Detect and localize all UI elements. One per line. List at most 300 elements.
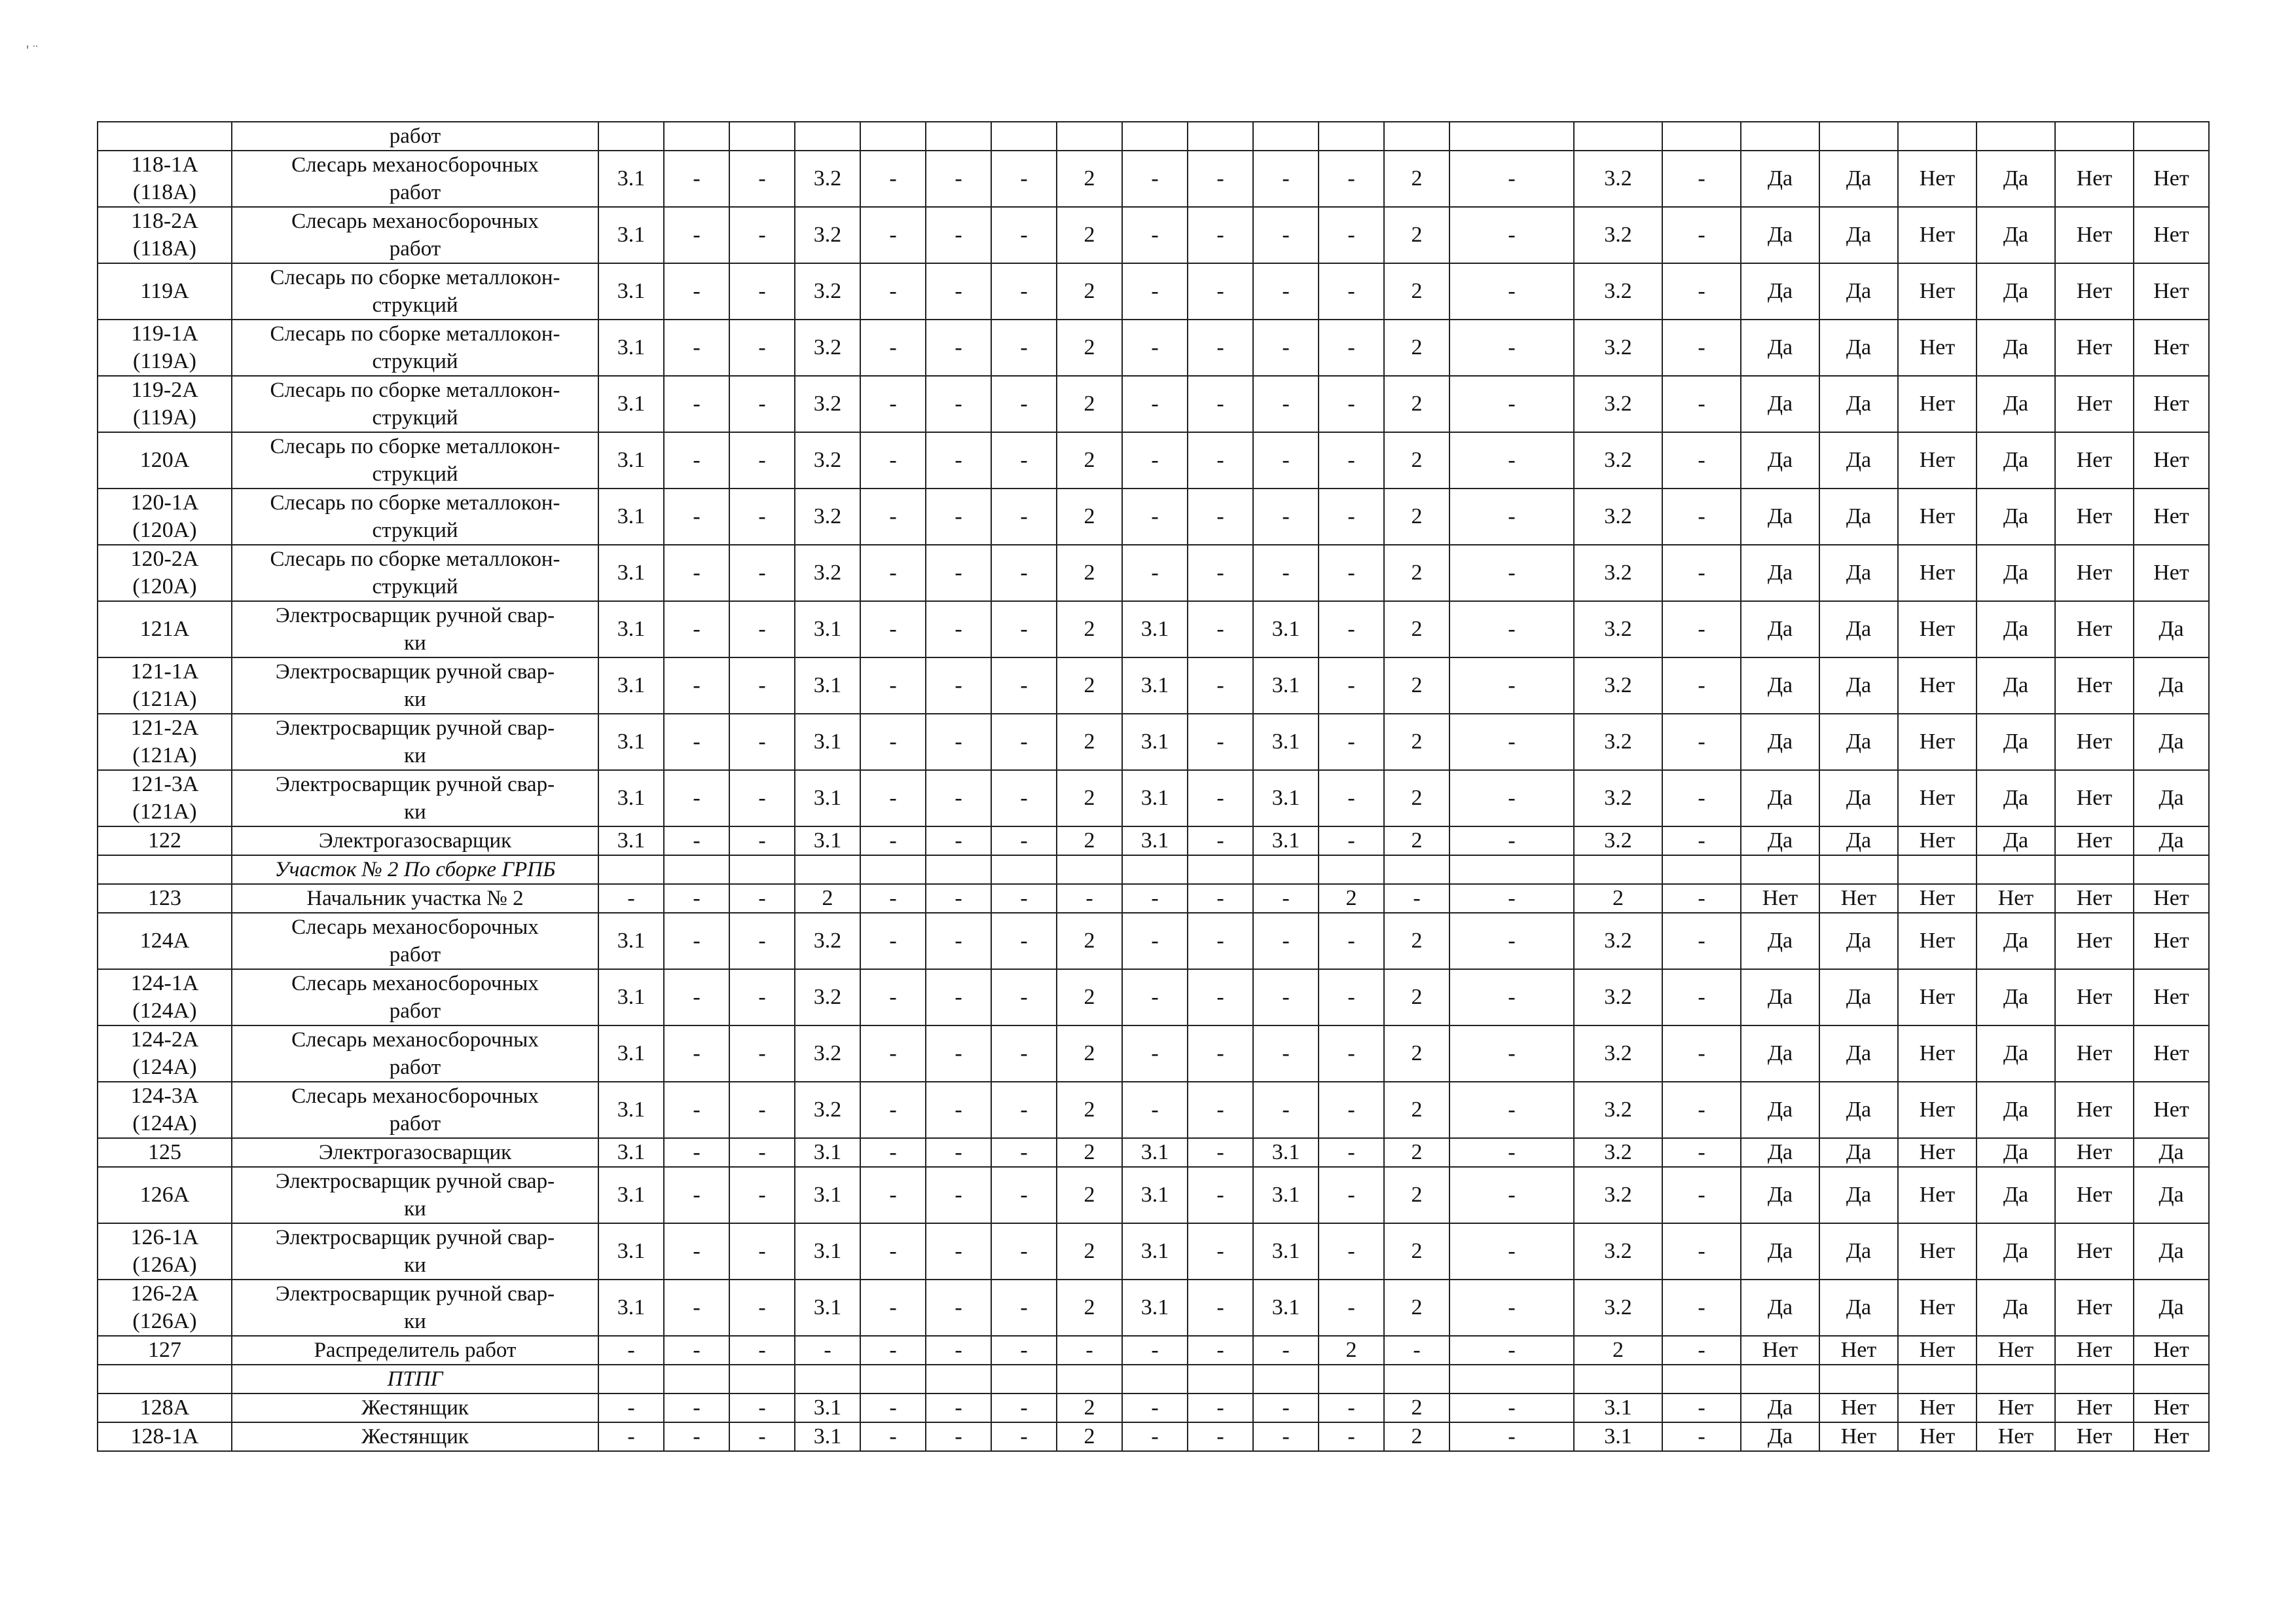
value-cell: -: [860, 1167, 926, 1223]
value-cell: Нет: [2134, 432, 2209, 489]
value-cell: -: [926, 207, 991, 263]
value-cell: -: [729, 1422, 795, 1451]
value-cell: 3.2: [795, 913, 860, 969]
row-code-line: 126-2А: [130, 1282, 199, 1306]
value-cell: -: [664, 151, 729, 207]
value-cell: -: [1188, 1280, 1253, 1336]
value-cell: Нет: [2134, 545, 2209, 601]
value-cell: -: [1662, 207, 1741, 263]
value-cell: [1662, 855, 1741, 884]
value-cell: 3.1: [598, 770, 664, 826]
value-cell: -: [1449, 1082, 1574, 1138]
value-cell: 3.1: [795, 1393, 860, 1422]
value-cell: -: [1319, 969, 1384, 1025]
job-title-line: ки: [404, 688, 426, 711]
value-cell: Да: [1977, 207, 2055, 263]
value-cell: -: [991, 545, 1057, 601]
row-code: [98, 263, 232, 320]
value-cell: Да: [1819, 1025, 1898, 1082]
value-cell: 3.1: [1122, 601, 1188, 657]
value-cell: -: [1449, 1336, 1574, 1365]
value-cell: Нет: [2055, 1422, 2134, 1451]
value-cell: -: [1662, 884, 1741, 913]
value-cell: Нет: [2055, 1393, 2134, 1422]
value-cell: [1449, 855, 1574, 884]
value-cell: 2: [1057, 1393, 1122, 1422]
value-cell: Да: [1741, 207, 1819, 263]
value-cell: Да: [1977, 913, 2055, 969]
value-cell: -: [1319, 1280, 1384, 1336]
value-cell: 3.1: [795, 1422, 860, 1451]
table-row: [98, 1138, 2209, 1167]
value-cell: 3.1: [1253, 714, 1319, 770]
value-cell: -: [729, 1082, 795, 1138]
value-cell: -: [926, 770, 991, 826]
value-cell: [1057, 1365, 1122, 1393]
value-cell: Нет: [2055, 207, 2134, 263]
job-title-line: Слесарь механосборочных: [291, 1084, 539, 1108]
value-cell: Да: [1741, 1138, 1819, 1167]
value-cell: 3.2: [1574, 1280, 1662, 1336]
value-cell: -: [1319, 432, 1384, 489]
job-title-line: струкций: [372, 462, 458, 486]
value-cell: Нет: [2055, 826, 2134, 855]
value-cell: Нет: [2134, 376, 2209, 432]
value-cell: -: [1319, 601, 1384, 657]
value-cell: -: [1188, 770, 1253, 826]
value-cell: [2134, 122, 2209, 151]
value-cell: -: [1449, 1393, 1574, 1422]
value-cell: -: [598, 1422, 664, 1451]
value-cell: -: [664, 1336, 729, 1365]
value-cell: -: [991, 826, 1057, 855]
value-cell: -: [1662, 1025, 1741, 1082]
value-cell: 2: [1057, 770, 1122, 826]
value-cell: 3.1: [1253, 657, 1319, 714]
value-cell: Да: [1819, 913, 1898, 969]
value-cell: 2: [1057, 207, 1122, 263]
value-cell: -: [1188, 151, 1253, 207]
job-title: [232, 207, 598, 263]
value-cell: [1898, 1365, 1977, 1393]
table-row: [98, 601, 2209, 657]
value-cell: -: [1122, 151, 1188, 207]
value-cell: -: [1188, 601, 1253, 657]
value-cell: 3.1: [795, 770, 860, 826]
row-code: [98, 1393, 232, 1422]
value-cell: 3.1: [1253, 601, 1319, 657]
value-cell: 3.1: [598, 714, 664, 770]
table-row: [98, 1167, 2209, 1223]
value-cell: Нет: [2134, 1422, 2209, 1451]
value-cell: 2: [1384, 1025, 1449, 1082]
value-cell: -: [991, 1422, 1057, 1451]
value-cell: Да: [1819, 263, 1898, 320]
job-title-line: Жестянщик: [361, 1425, 469, 1449]
value-cell: Нет: [2055, 714, 2134, 770]
value-cell: 3.2: [795, 151, 860, 207]
job-title: [232, 1280, 598, 1336]
value-cell: 2: [1057, 969, 1122, 1025]
value-cell: -: [1319, 207, 1384, 263]
row-code: [98, 770, 232, 826]
value-cell: -: [729, 601, 795, 657]
value-cell: -: [1122, 1082, 1188, 1138]
value-cell: -: [729, 545, 795, 601]
row-code-line: (118А): [133, 236, 196, 261]
value-cell: -: [1449, 770, 1574, 826]
row-code-line: 124А: [139, 929, 190, 953]
value-cell: Да: [1741, 969, 1819, 1025]
row-code: [98, 855, 232, 884]
value-cell: [1449, 122, 1574, 151]
section-row: [98, 1365, 2209, 1393]
value-cell: [795, 1365, 860, 1393]
value-cell: -: [1662, 263, 1741, 320]
value-cell: -: [991, 320, 1057, 376]
value-cell: Нет: [2134, 913, 2209, 969]
value-cell: -: [926, 1082, 991, 1138]
value-cell: -: [926, 913, 991, 969]
row-code-line: (121А): [132, 687, 197, 711]
value-cell: Да: [1977, 1223, 2055, 1280]
value-cell: [926, 1365, 991, 1393]
value-cell: -: [598, 884, 664, 913]
value-cell: -: [1319, 545, 1384, 601]
value-cell: -: [1253, 263, 1319, 320]
row-code: [98, 884, 232, 913]
value-cell: 3.2: [1574, 826, 1662, 855]
value-cell: -: [991, 1280, 1057, 1336]
value-cell: [1253, 122, 1319, 151]
value-cell: -: [598, 1336, 664, 1365]
value-cell: [1253, 1365, 1319, 1393]
value-cell: -: [991, 151, 1057, 207]
table-row: [98, 1336, 2209, 1365]
value-cell: -: [1662, 151, 1741, 207]
value-cell: -: [1188, 1138, 1253, 1167]
row-code-line: 121-3А: [130, 772, 199, 796]
value-cell: 3.2: [795, 376, 860, 432]
value-cell: 3.1: [598, 432, 664, 489]
job-title: [232, 320, 598, 376]
value-cell: -: [991, 207, 1057, 263]
value-cell: -: [1449, 826, 1574, 855]
value-cell: Да: [2134, 601, 2209, 657]
value-cell: -: [926, 320, 991, 376]
table-row: [98, 1025, 2209, 1082]
value-cell: 2: [1384, 601, 1449, 657]
row-code-line: 119-2А: [131, 378, 198, 402]
value-cell: -: [1319, 826, 1384, 855]
value-cell: 2: [1057, 263, 1122, 320]
value-cell: -: [926, 545, 991, 601]
value-cell: [991, 855, 1057, 884]
value-cell: Нет: [2055, 151, 2134, 207]
value-cell: -: [664, 1280, 729, 1336]
value-cell: Нет: [2134, 969, 2209, 1025]
value-cell: Да: [1819, 545, 1898, 601]
value-cell: 3.2: [1574, 913, 1662, 969]
value-cell: -: [729, 1280, 795, 1336]
row-code-line: 128А: [139, 1395, 190, 1420]
value-cell: -: [1188, 969, 1253, 1025]
value-cell: Да: [1819, 432, 1898, 489]
value-cell: Нет: [1898, 913, 1977, 969]
value-cell: Да: [1977, 826, 2055, 855]
value-cell: 3.2: [1574, 1223, 1662, 1280]
value-cell: Нет: [2055, 1280, 2134, 1336]
value-cell: -: [860, 913, 926, 969]
value-cell: Да: [1819, 826, 1898, 855]
value-cell: -: [729, 1138, 795, 1167]
job-title: [232, 151, 598, 207]
value-cell: 3.2: [1574, 263, 1662, 320]
value-cell: -: [860, 1025, 926, 1082]
job-title: [232, 601, 598, 657]
row-code: [98, 826, 232, 855]
value-cell: 2: [1057, 913, 1122, 969]
value-cell: -: [1188, 714, 1253, 770]
value-cell: [1574, 1365, 1662, 1393]
job-title: [232, 770, 598, 826]
job-title-line: Слесарь по сборке металлокон-: [270, 547, 560, 571]
value-cell: 3.2: [1574, 714, 1662, 770]
value-cell: Нет: [1898, 320, 1977, 376]
value-cell: 2: [1057, 714, 1122, 770]
section-title: ПТПГ: [232, 1365, 598, 1393]
value-cell: -: [1253, 432, 1319, 489]
value-cell: Да: [1741, 320, 1819, 376]
value-cell: -: [729, 657, 795, 714]
value-cell: -: [664, 1138, 729, 1167]
value-cell: Нет: [2134, 1393, 2209, 1422]
value-cell: Нет: [1898, 1393, 1977, 1422]
value-cell: [1253, 855, 1319, 884]
value-cell: -: [1122, 263, 1188, 320]
value-cell: 3.2: [795, 489, 860, 545]
value-cell: -: [795, 1336, 860, 1365]
value-cell: -: [860, 151, 926, 207]
value-cell: Нет: [2055, 1025, 2134, 1082]
value-cell: Да: [2134, 657, 2209, 714]
job-title-line: Слесарь по сборке металлокон-: [270, 266, 560, 289]
value-cell: Нет: [2134, 263, 2209, 320]
table-row: [98, 207, 2209, 263]
value-cell: -: [1188, 657, 1253, 714]
scan-marks: ' ¨: [26, 43, 38, 59]
job-title: [232, 376, 598, 432]
value-cell: 2: [1057, 601, 1122, 657]
table-body: [98, 122, 2209, 1451]
value-cell: -: [1319, 320, 1384, 376]
value-cell: [729, 122, 795, 151]
value-cell: -: [926, 1167, 991, 1223]
value-cell: [1662, 1365, 1741, 1393]
value-cell: -: [1122, 376, 1188, 432]
value-cell: -: [860, 263, 926, 320]
value-cell: -: [1449, 151, 1574, 207]
table-row: [98, 263, 2209, 320]
job-title-line: ки: [404, 1197, 426, 1221]
job-title: [232, 1336, 598, 1365]
value-cell: Да: [1977, 320, 2055, 376]
row-code-line: 126-1А: [130, 1225, 199, 1249]
value-cell: -: [991, 1138, 1057, 1167]
value-cell: [1319, 855, 1384, 884]
value-cell: 2: [1384, 1223, 1449, 1280]
job-title-line: Электросварщик ручной свар-: [275, 1282, 555, 1306]
value-cell: -: [1188, 207, 1253, 263]
value-cell: -: [860, 1393, 926, 1422]
value-cell: -: [1253, 969, 1319, 1025]
row-code: [98, 1280, 232, 1336]
value-cell: 3.1: [1122, 1167, 1188, 1223]
value-cell: -: [1449, 432, 1574, 489]
job-title-line: струкций: [372, 293, 458, 317]
value-cell: -: [1188, 320, 1253, 376]
value-cell: 3.1: [598, 1025, 664, 1082]
job-title-line: Слесарь по сборке металлокон-: [270, 322, 560, 346]
value-cell: -: [860, 489, 926, 545]
value-cell: Да: [1977, 601, 2055, 657]
row-code-line: (118А): [133, 180, 196, 204]
value-cell: [2055, 1365, 2134, 1393]
value-cell: -: [664, 657, 729, 714]
value-cell: -: [926, 1280, 991, 1336]
value-cell: [1819, 122, 1898, 151]
job-title-line: Жестянщик: [361, 1396, 469, 1420]
table-row: [98, 826, 2209, 855]
value-cell: 2: [1384, 1393, 1449, 1422]
row-code: [98, 657, 232, 714]
value-cell: -: [926, 1393, 991, 1422]
row-code: [98, 376, 232, 432]
job-title: [232, 1393, 598, 1422]
value-cell: -: [926, 489, 991, 545]
value-cell: Да: [1819, 1138, 1898, 1167]
value-cell: -: [1122, 1422, 1188, 1451]
value-cell: Нет: [1898, 1167, 1977, 1223]
row-code-line: 128-1А: [130, 1424, 199, 1449]
value-cell: -: [1122, 884, 1188, 913]
value-cell: Да: [2134, 1138, 2209, 1167]
value-cell: Нет: [1898, 1138, 1977, 1167]
value-cell: Нет: [1898, 432, 1977, 489]
value-cell: -: [664, 1422, 729, 1451]
value-cell: Нет: [2134, 884, 2209, 913]
value-cell: -: [729, 432, 795, 489]
value-cell: [1122, 1365, 1188, 1393]
job-title: [232, 1082, 598, 1138]
value-cell: -: [1122, 489, 1188, 545]
value-cell: 2: [1384, 489, 1449, 545]
value-cell: -: [991, 884, 1057, 913]
job-title-line: Электросварщик ручной свар-: [275, 604, 555, 627]
job-title-line: Слесарь механосборочных: [291, 1028, 539, 1052]
value-cell: -: [664, 1025, 729, 1082]
value-cell: Да: [1741, 1025, 1819, 1082]
value-cell: Нет: [1977, 1336, 2055, 1365]
value-cell: 3.1: [1253, 826, 1319, 855]
row-code-line: (120А): [132, 518, 197, 542]
value-cell: [860, 1365, 926, 1393]
value-cell: 2: [1384, 1138, 1449, 1167]
value-cell: Нет: [1898, 884, 1977, 913]
value-cell: 3.2: [795, 263, 860, 320]
value-cell: 3.1: [598, 263, 664, 320]
value-cell: 3.1: [598, 1280, 664, 1336]
value-cell: [795, 122, 860, 151]
value-cell: -: [1662, 1422, 1741, 1451]
value-cell: Нет: [1898, 601, 1977, 657]
row-code-line: 125: [148, 1140, 181, 1164]
job-title-line: Электросварщик ручной свар-: [275, 1170, 555, 1193]
value-cell: [1319, 122, 1384, 151]
value-cell: -: [1122, 1025, 1188, 1082]
value-cell: -: [1449, 320, 1574, 376]
table-row: [98, 320, 2209, 376]
value-cell: 3.2: [1574, 1082, 1662, 1138]
value-cell: -: [729, 320, 795, 376]
value-cell: Да: [1819, 207, 1898, 263]
value-cell: 3.1: [1122, 1223, 1188, 1280]
value-cell: -: [1188, 884, 1253, 913]
row-code: [98, 432, 232, 489]
value-cell: -: [598, 1393, 664, 1422]
job-title-line: струкций: [372, 350, 458, 373]
value-cell: -: [926, 969, 991, 1025]
value-cell: 3.2: [795, 432, 860, 489]
value-cell: Да: [1741, 545, 1819, 601]
value-cell: Да: [1977, 432, 2055, 489]
value-cell: [1741, 1365, 1819, 1393]
value-cell: -: [926, 601, 991, 657]
value-cell: Да: [2134, 1280, 2209, 1336]
value-cell: -: [1253, 1082, 1319, 1138]
value-cell: -: [926, 714, 991, 770]
value-cell: 2: [1384, 969, 1449, 1025]
value-cell: [991, 1365, 1057, 1393]
value-cell: Нет: [2134, 1025, 2209, 1082]
value-cell: [1977, 855, 2055, 884]
value-cell: Нет: [1898, 151, 1977, 207]
table-row: [98, 1082, 2209, 1138]
value-cell: 3.1: [795, 826, 860, 855]
value-cell: -: [664, 1393, 729, 1422]
value-cell: -: [860, 884, 926, 913]
value-cell: [1319, 1365, 1384, 1393]
value-cell: [729, 855, 795, 884]
value-cell: -: [1319, 489, 1384, 545]
value-cell: -: [1662, 601, 1741, 657]
value-cell: -: [729, 151, 795, 207]
value-cell: Да: [1977, 657, 2055, 714]
value-cell: -: [729, 913, 795, 969]
row-code: [98, 1082, 232, 1138]
value-cell: 3.1: [1253, 770, 1319, 826]
value-cell: -: [860, 601, 926, 657]
value-cell: 3.1: [598, 151, 664, 207]
value-cell: 3.2: [795, 545, 860, 601]
value-cell: -: [729, 714, 795, 770]
value-cell: Нет: [1898, 207, 1977, 263]
value-cell: 3.1: [1574, 1393, 1662, 1422]
value-cell: 2: [1384, 207, 1449, 263]
value-cell: Нет: [2055, 376, 2134, 432]
value-cell: Нет: [2055, 489, 2134, 545]
value-cell: [664, 1365, 729, 1393]
